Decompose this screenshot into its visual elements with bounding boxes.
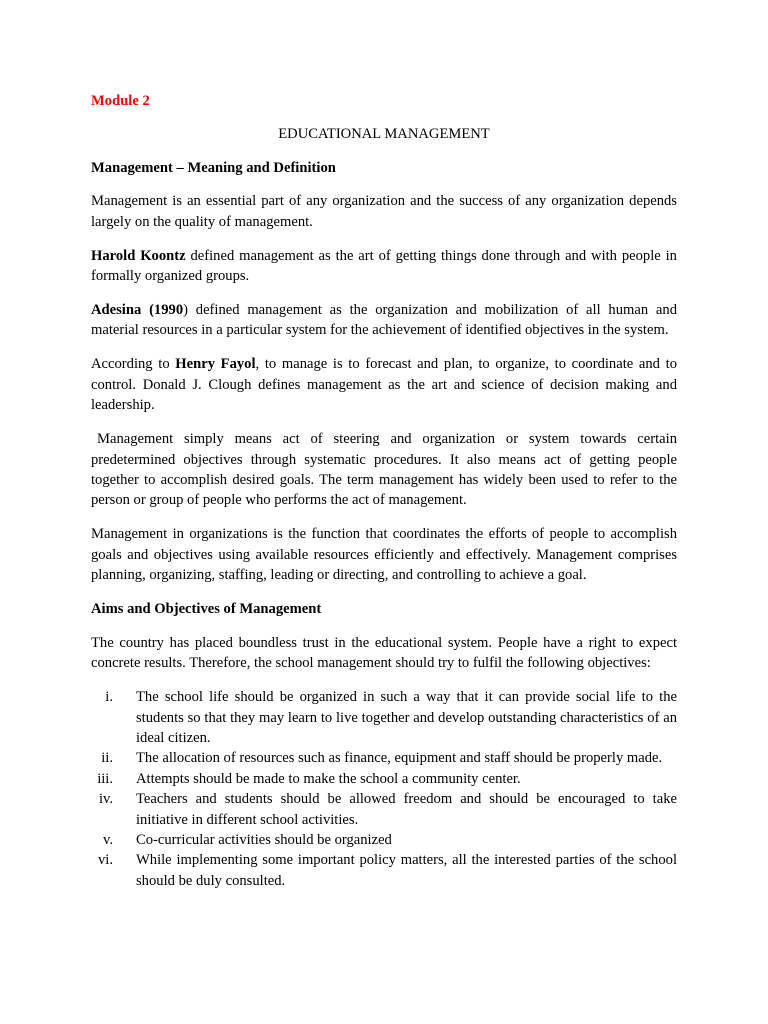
list-item-number: iv. <box>98 791 113 808</box>
paragraph-intro: Management is an essential part of any organization and the success of any organization depends largely on the quality of management. <box>91 193 677 230</box>
author-name-fayol: Henry Fayol <box>175 356 256 373</box>
paragraph-function: Management in organizations is the function that coordinates the efforts of people to accomplish goals and objectives using available resources efficiently and effectively. Management comprises planning, organizing, staffing, leading or directing, and controlling to achieve a goal. <box>91 526 677 584</box>
paragraph-steering-text: Management simply means act of steering and organization or system towards certain predetermined objectives through systematic procedures. It also means act of getting people together to accomplish desired goals. The term management has widely been used to refer to the person or group of people who performs the act of management. <box>91 431 677 509</box>
paragraph-koontz-text: defined management as the art of getting things done through and with people in formally organized groups. <box>91 247 677 285</box>
section-heading-meaning: Management – Meaning and Definition <box>91 159 336 176</box>
list-item-text: The allocation of resources such as finance, equipment and staff should be properly made. <box>136 750 663 767</box>
list-item-number: ii. <box>101 750 113 767</box>
list-item-number: v. <box>103 831 113 848</box>
list-item <box>91 850 677 891</box>
author-name-koontz: Harold Koontz <box>91 247 186 264</box>
paragraph-fayol-text: , to manage is to forecast and plan, to organize, to coordinate and to control. Donald J. Clough defines management as the art and science of decision making and leadership. <box>91 356 677 414</box>
paragraph-fayol <box>91 354 677 415</box>
paragraph-fayol-prefix: According to <box>91 356 176 373</box>
list-item <box>91 687 677 748</box>
module-label: Module 2 <box>91 93 150 109</box>
author-name-adesina: Adesina (1990 <box>91 302 184 319</box>
list-item <box>91 789 677 830</box>
list-item-number: iii. <box>97 770 113 787</box>
list-item-number: i. <box>105 689 113 706</box>
list-item-text: While implementing some important policy matters, all the interested parties of the school should be duly consulted. <box>136 852 677 889</box>
section-heading-aims: Aims and Objectives of Management <box>91 601 322 618</box>
list-item-number: vi. <box>98 852 113 869</box>
document-title: EDUCATIONAL MANAGEMENT <box>278 126 490 143</box>
objectives-list <box>91 687 677 891</box>
paragraph-adesina <box>91 300 677 341</box>
list-item-text: Attempts should be made to make the school a community center. <box>136 770 521 787</box>
paragraph-koontz <box>91 246 677 287</box>
document-page <box>91 91 677 891</box>
paragraph-objectives-intro: The country has placed boundless trust in the educational system. People have a right to expect concrete results. Therefore, the school management should try to fulfil the following objectives: <box>91 634 677 672</box>
list-item-text: The school life should be organized in such a way that it can provide social life to the students so that they may learn to live together and develop outstanding characteristics of an ideal citizen. <box>136 689 677 746</box>
paragraph-adesina-text: ) defined management as the organization and mobilization of all human and material resources in a particular system for the achievement of identified objectives in the system. <box>91 302 677 339</box>
list-item-text: Co-curricular activities should be organized <box>136 831 392 848</box>
list-item <box>91 748 677 768</box>
list-item <box>91 830 677 850</box>
list-item-text: Teachers and students should be allowed freedom and should be encouraged to take initiative in different school activities. <box>136 791 677 828</box>
paragraph-steering <box>91 429 677 511</box>
list-item <box>91 769 677 789</box>
